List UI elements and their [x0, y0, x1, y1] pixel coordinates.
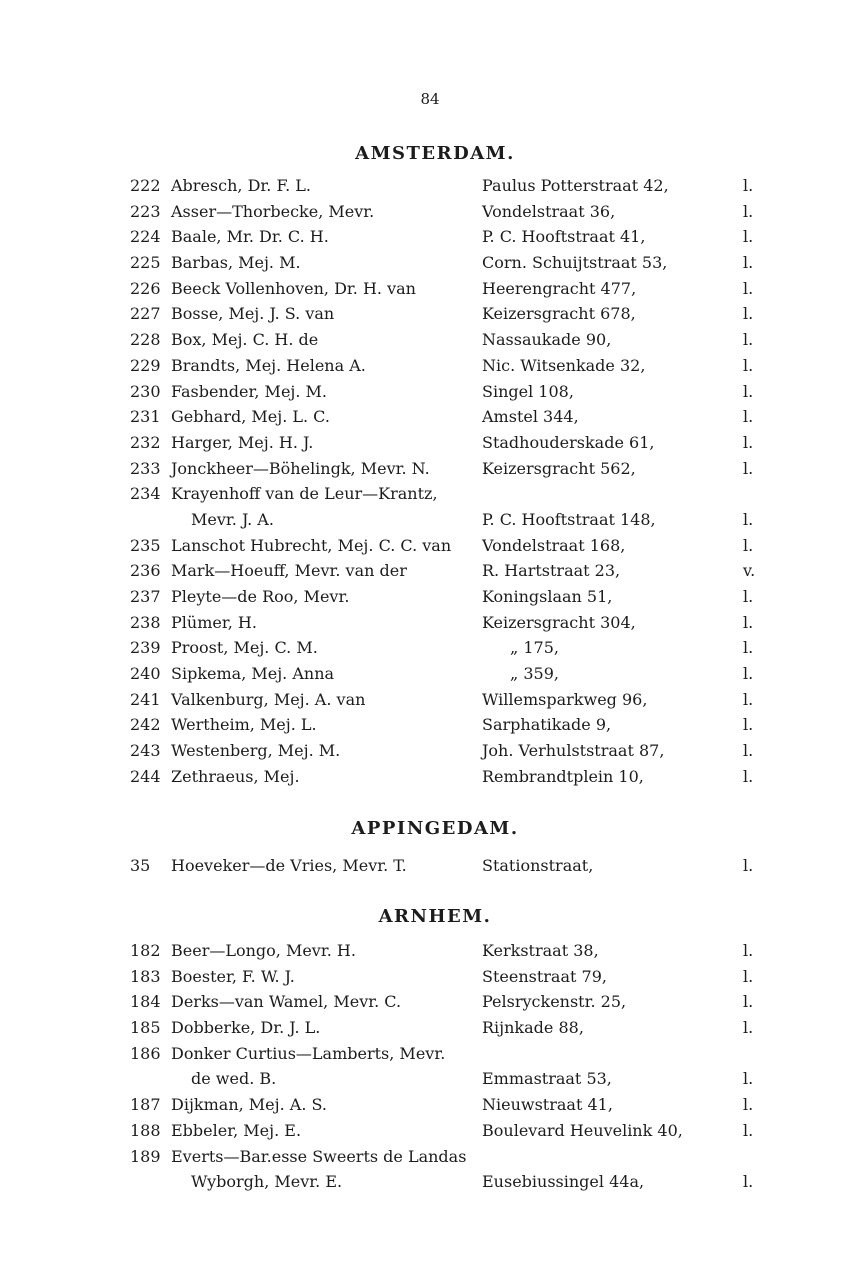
entry-number: 184	[130, 992, 161, 1012]
entry-name: Zethraeus, Mej.	[171, 766, 300, 786]
entry-name: Bosse, Mej. J. S. van	[171, 304, 335, 324]
entry-type: l.	[743, 407, 754, 427]
entry-name: Mark—Hoeuff, Mevr. van der	[171, 561, 407, 581]
list-item	[0, 199, 860, 225]
entry-type: l.	[743, 304, 754, 324]
entry-type: l.	[743, 330, 754, 350]
entry-address: Willemsparkweg 96,	[482, 689, 648, 709]
entry-address: Stationstraat,	[482, 856, 594, 875]
entry-number: 229	[130, 355, 161, 375]
entry-address: Amstel 344,	[482, 407, 579, 427]
entry-name: Valkenburg, Mej. A. van	[171, 689, 366, 709]
entry-type: l.	[743, 509, 754, 529]
entry-number: 232	[130, 432, 161, 452]
entry-type: l.	[743, 432, 754, 452]
entry-address: P. C. Hooftstraat 148,	[482, 509, 656, 529]
entry-number: 189	[130, 1146, 161, 1166]
entry-name: Boester, F. W. J.	[171, 966, 295, 986]
entry-name: Ebbeler, Mej. E.	[171, 1120, 302, 1140]
entry-type: l.	[743, 227, 754, 247]
entry-name: Jonckheer—Böhelingk, Mevr. N.	[171, 458, 430, 478]
section-title-appingedam: APPINGEDAM.	[351, 818, 519, 839]
entry-address: Keizersgracht 562,	[482, 458, 636, 478]
entry-address: Emmastraat 53,	[482, 1069, 612, 1089]
entry-type: l.	[743, 1095, 754, 1115]
list-item	[0, 712, 860, 738]
entry-number: 242	[130, 715, 161, 735]
entry-address: Joh. Verhulststraat 87,	[482, 741, 665, 761]
entry-number: 226	[130, 278, 161, 298]
list-item	[0, 610, 860, 636]
list-item	[0, 250, 860, 276]
list-item	[0, 456, 860, 482]
entry-type: l.	[743, 638, 754, 658]
entry-name: Gebhard, Mej. L. C.	[171, 407, 330, 427]
entry-type: l.	[743, 535, 754, 555]
list-item	[0, 481, 860, 507]
entry-number: 187	[130, 1095, 161, 1115]
entry-list-arnhem	[0, 938, 860, 1195]
entry-name: Plümer, H.	[171, 612, 257, 632]
entry-name: Mevr. J. A.	[191, 509, 274, 529]
list-item	[0, 584, 860, 610]
entry-address: Corn. Schuijtstraat 53,	[482, 253, 668, 273]
entry-number: 234	[130, 484, 161, 504]
entry-address: Sarphatikade 9,	[482, 715, 612, 735]
entry-number: 233	[130, 458, 161, 478]
entry-address: Nassaukade 90,	[482, 330, 612, 350]
entry-type: l.	[743, 992, 754, 1012]
entry-name: Dijkman, Mej. A. S.	[171, 1095, 327, 1115]
entry-name: Lanschot Hubrecht, Mej. C. C. van	[171, 535, 452, 555]
entry-name: Brandts, Mej. Helena A.	[171, 355, 366, 375]
entry-address: Keizersgracht 678,	[482, 304, 636, 324]
entry-address: Rijnkade 88,	[482, 1018, 584, 1038]
entry-type: l.	[743, 741, 754, 761]
entry-number: 224	[130, 227, 161, 247]
entry-number: 240	[130, 664, 161, 684]
entry-type: l.	[743, 587, 754, 606]
entry-name: Everts—Bar.esse Sweerts de Landas	[171, 1146, 467, 1166]
entry-address: Koningslaan 51,	[482, 587, 613, 606]
entry-type: l.	[743, 458, 754, 478]
entry-number: 236	[130, 561, 161, 581]
entry-type: l.	[743, 766, 754, 786]
list-item	[0, 938, 860, 964]
entry-name: Derks—van Wamel, Mevr. C.	[171, 992, 402, 1012]
list-item	[0, 853, 860, 879]
entry-type: l.	[743, 941, 754, 960]
list-item	[0, 989, 860, 1015]
entry-number: 228	[130, 330, 161, 350]
entry-name: Wertheim, Mej. L.	[171, 715, 317, 735]
entry-type: l.	[743, 381, 754, 401]
entry-number: 222	[130, 176, 161, 195]
entry-type: l.	[743, 1120, 754, 1140]
entry-address: Boulevard Heuvelink 40,	[482, 1120, 683, 1140]
entry-name: Fasbender, Mej. M.	[171, 381, 328, 401]
entry-type: l.	[743, 612, 754, 632]
entry-name: Asser—Thorbecke, Mevr.	[171, 201, 375, 221]
entry-type: l.	[743, 278, 754, 298]
list-item	[0, 1169, 860, 1195]
list-item	[0, 1015, 860, 1041]
entry-name: Westenberg, Mej. M.	[171, 741, 341, 761]
entry-number: 183	[130, 966, 161, 986]
entry-address: P. C. Hooftstraat 41,	[482, 227, 646, 247]
list-item	[0, 1066, 860, 1092]
entry-name: de wed. B.	[191, 1069, 277, 1089]
entry-type: l.	[743, 355, 754, 375]
list-item	[0, 173, 860, 199]
list-item	[0, 1118, 860, 1144]
entry-name: Barbas, Mej. M.	[171, 253, 301, 273]
entry-type: l.	[743, 966, 754, 986]
entry-number: 230	[130, 381, 161, 401]
list-item	[0, 224, 860, 250]
entry-number: 227	[130, 304, 161, 324]
entry-name: Box, Mej. C. H. de	[171, 330, 319, 350]
entry-type: l.	[743, 1018, 754, 1038]
entry-name: Proost, Mej. C. M.	[171, 638, 318, 658]
entry-name: Krayenhoff van de Leur—Krantz,	[171, 484, 438, 504]
list-item	[0, 635, 860, 661]
entry-address: Heerengracht 477,	[482, 278, 637, 298]
entry-name: Beer—Longo, Mevr. H.	[171, 941, 356, 960]
entry-address: Eusebiussingel 44a,	[482, 1172, 645, 1192]
list-item	[0, 276, 860, 302]
entry-address: Keizersgracht 304,	[482, 612, 636, 632]
entry-number: 244	[130, 766, 161, 786]
entry-number: 241	[130, 689, 161, 709]
entry-type: l.	[743, 1172, 754, 1192]
entry-type: l.	[743, 253, 754, 273]
entry-address: Steenstraat 79,	[482, 966, 607, 986]
list-item	[0, 507, 860, 533]
entry-address: R. Hartstraat 23,	[482, 561, 621, 581]
list-item	[0, 558, 860, 584]
entry-number: 35	[130, 856, 151, 875]
entry-type: l.	[743, 201, 754, 221]
entry-name: Wyborgh, Mevr. E.	[191, 1172, 343, 1192]
entry-name: Beeck Vollenhoven, Dr. H. van	[171, 278, 416, 298]
entry-number: 225	[130, 253, 161, 273]
list-item	[0, 1092, 860, 1118]
entry-number: 237	[130, 587, 161, 606]
entry-type: l.	[743, 176, 754, 195]
entry-list-appingedam	[0, 853, 860, 879]
entry-address: Nic. Witsenkade 32,	[482, 355, 646, 375]
list-item	[0, 404, 860, 430]
list-item	[0, 327, 860, 353]
list-item	[0, 661, 860, 687]
list-item	[0, 533, 860, 559]
entry-number: 223	[130, 201, 161, 221]
entry-address: „ 175,	[510, 638, 559, 658]
entry-number: 182	[130, 941, 161, 960]
entry-number: 243	[130, 741, 161, 761]
list-item	[0, 1041, 860, 1067]
entry-address: Stadhouderskade 61,	[482, 432, 655, 452]
page-number: 84	[420, 90, 440, 108]
list-item	[0, 687, 860, 713]
entry-number: 185	[130, 1018, 161, 1038]
entry-type: l.	[743, 664, 754, 684]
entry-address: Vondelstraat 36,	[482, 201, 616, 221]
list-item	[0, 353, 860, 379]
entry-number: 186	[130, 1043, 161, 1063]
entry-type: l.	[743, 1069, 754, 1089]
list-item	[0, 301, 860, 327]
entry-name: Abresch, Dr. F. L.	[171, 176, 311, 195]
entry-name: Pleyte—de Roo, Mevr.	[171, 587, 350, 606]
entry-type: l.	[743, 715, 754, 735]
entry-address: Pelsryckenstr. 25,	[482, 992, 627, 1012]
entry-name: Donker Curtius—Lamberts, Mevr.	[171, 1043, 446, 1063]
list-item	[0, 764, 860, 790]
entry-number: 231	[130, 407, 161, 427]
entry-number: 239	[130, 638, 161, 658]
entry-address: Vondelstraat 168,	[482, 535, 626, 555]
list-item	[0, 1144, 860, 1170]
entry-address: Rembrandtplein 10,	[482, 766, 644, 786]
entry-address: „ 359,	[510, 664, 559, 684]
entry-address: Singel 108,	[482, 381, 574, 401]
entry-address: Kerkstraat 38,	[482, 941, 599, 960]
list-item	[0, 964, 860, 990]
section-title-arnhem: ARNHEM.	[378, 906, 492, 927]
list-item	[0, 430, 860, 456]
entry-name: Dobberke, Dr. J. L.	[171, 1018, 321, 1038]
list-item	[0, 738, 860, 764]
list-item	[0, 379, 860, 405]
entry-type: l.	[743, 856, 754, 875]
entry-name: Baale, Mr. Dr. C. H.	[171, 227, 329, 247]
section-title-amsterdam: AMSTERDAM.	[355, 143, 515, 164]
entry-number: 235	[130, 535, 161, 555]
entry-type: v.	[743, 561, 756, 581]
entry-address: Paulus Potterstraat 42,	[482, 176, 669, 195]
entry-number: 238	[130, 612, 161, 632]
entry-name: Sipkema, Mej. Anna	[171, 664, 335, 684]
entry-type: l.	[743, 689, 754, 709]
entry-name: Hoeveker—de Vries, Mevr. T.	[171, 856, 407, 875]
entry-number: 188	[130, 1120, 161, 1140]
entry-list-amsterdam	[0, 173, 860, 790]
entry-address: Nieuwstraat 41,	[482, 1095, 613, 1115]
entry-name: Harger, Mej. H. J.	[171, 432, 314, 452]
